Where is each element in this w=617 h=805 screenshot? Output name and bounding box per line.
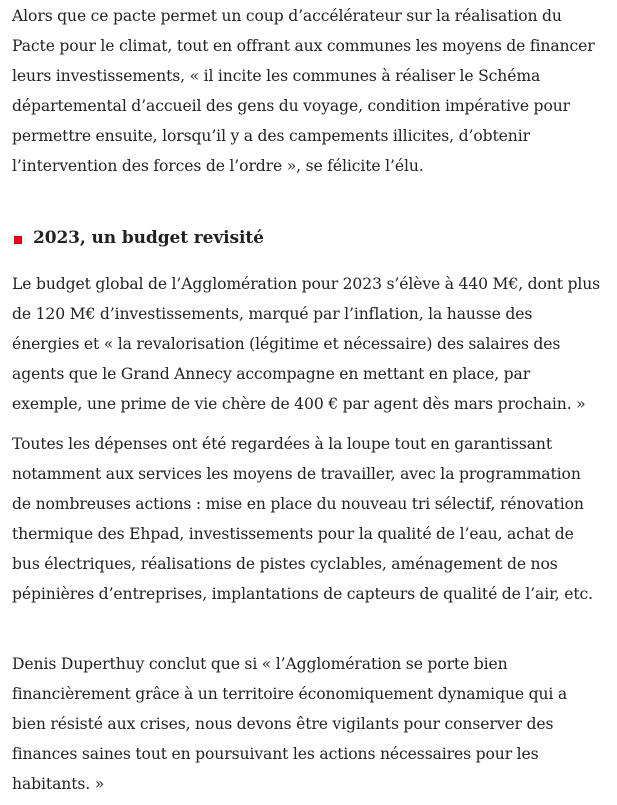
article-paragraph: Alors que ce pacte permet un coup d’accélérateur sur la réalisation du Pacte pour le climat, tout en offrant aux communes les moyens de financer leurs investissements, « il incite les communes à réaliser le Schéma départemental d’accueil des gens du voyage, condition impérative pour permettre ensuite, lorsqu’il y a des campements illicites, d’obtenir l’intervention des forces de l’ordre », se félicite l’élu. [12, 7, 595, 175]
red-square-bullet-icon [14, 236, 22, 244]
article-paragraph: Denis Duperthuy conclut que si « l’Agglomération se porte bien financièrement grâce à un territoire économiquement dynamique qui a bien résisté aux crises, nous devons être vigilants pour conserver des finances saines tout en poursuivant les actions nécessaires pour les habitants. » [12, 655, 568, 793]
article-paragraph: Le budget global de l’Agglomération pour 2023 s’élève à 440 M€, dont plus de 120 M€ d’investissements, marqué par l’inflation, la hausse des énergies et « la revalorisation (légitime et nécessaire) des salaires des agents que le Grand Annecy accompagne en mettant en place, par exemple, une prime de vie chère de 400 € par agent dès mars prochain. » [12, 275, 601, 413]
section-heading [14, 222, 264, 254]
section-heading-text: 2023, un budget revisité [33, 228, 264, 248]
article-paragraph: Toutes les dépenses ont été regardées à la loupe tout en garantissant notamment aux services les moyens de travailler, avec la programmation de nombreuses actions : mise en place du nouveau tri sélectif, rénovation thermique des Ehpad, investissements pour la qualité de l’eau, achat de bus électriques, réalisations de pistes cyclables, aménagement de nos pépinières d’entreprises, implantations de capteurs de qualité de l’air, etc. [12, 435, 593, 603]
